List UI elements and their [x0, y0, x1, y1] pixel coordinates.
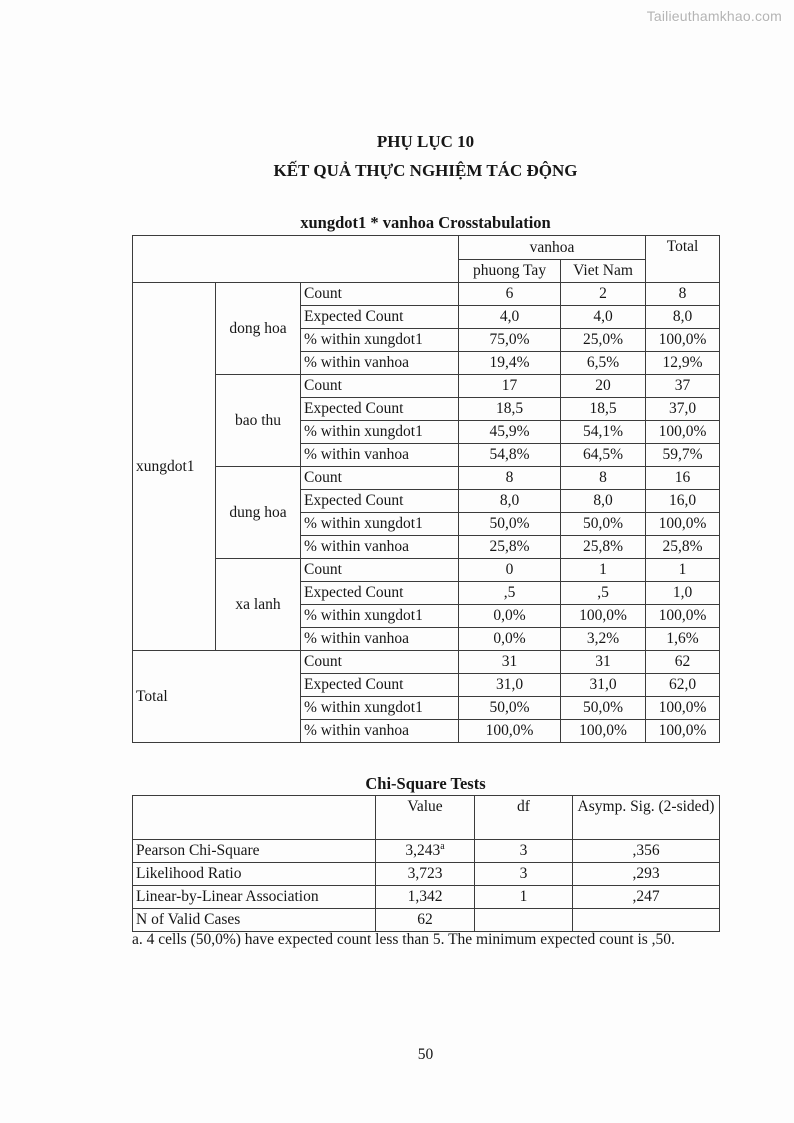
chi-square-table [132, 795, 720, 932]
cell-value: 3,2% [561, 628, 646, 651]
cell-value: 25,0% [561, 329, 646, 352]
crosstab-table-wrap [132, 235, 720, 743]
cell-value: 0 [459, 559, 561, 582]
cell-value: 31 [459, 651, 561, 674]
stat-label: Count [301, 375, 459, 398]
cell-value: 100,0% [646, 513, 720, 536]
total-column-header: Total [646, 236, 720, 283]
cell-value: ,356 [573, 840, 720, 863]
cell-value: 62,0 [646, 674, 720, 697]
cell-value: 16,0 [646, 490, 720, 513]
cell-value: 45,9% [459, 421, 561, 444]
cell-value: 1 [646, 559, 720, 582]
cell-value: ,293 [573, 863, 720, 886]
cell-value: 0,0% [459, 628, 561, 651]
stat-label: % within xungdot1 [301, 513, 459, 536]
col-header-value: Value [376, 796, 475, 840]
cell-value: 19,4% [459, 352, 561, 375]
cell-value: 31,0 [561, 674, 646, 697]
cell-value: 8 [459, 467, 561, 490]
stat-label: % within vanhoa [301, 720, 459, 743]
stat-label: Expected Count [301, 674, 459, 697]
cell-value: 4,0 [459, 306, 561, 329]
table-row [133, 863, 720, 886]
table-row [133, 840, 720, 863]
cell-value: 50,0% [459, 513, 561, 536]
cell-value: 100,0% [646, 720, 720, 743]
category-label: dong hoa [216, 283, 301, 375]
table-row [133, 375, 720, 398]
crosstab-header-row-1 [133, 236, 720, 260]
category-label: bao thu [216, 375, 301, 467]
stat-label: Expected Count [301, 306, 459, 329]
cell-value: 3 [475, 863, 573, 886]
cell-value: 3 [475, 840, 573, 863]
cell-value: 59,7% [646, 444, 720, 467]
stat-label: % within vanhoa [301, 536, 459, 559]
cell-value: 4,0 [561, 306, 646, 329]
stat-label: Count [301, 651, 459, 674]
col-header-df: df [475, 796, 573, 840]
cell-value: 8 [561, 467, 646, 490]
cell-value: 100,0% [646, 329, 720, 352]
cell-value: 25,8% [646, 536, 720, 559]
footnote-marker: a [440, 841, 445, 853]
stat-label: Expected Count [301, 398, 459, 421]
cell-value: 25,8% [561, 536, 646, 559]
chi-square-header-row [133, 796, 720, 840]
cell-value: 50,0% [561, 697, 646, 720]
cell-value: 62 [646, 651, 720, 674]
col-header-viet-nam: Viet Nam [561, 260, 646, 283]
cell-value: 1 [475, 886, 573, 909]
total-row-label: Total [133, 651, 301, 743]
cell-value: 50,0% [459, 697, 561, 720]
cell-value: 75,0% [459, 329, 561, 352]
cell-value: 3,723 [376, 863, 475, 886]
cell-value: ,5 [459, 582, 561, 605]
cell-value: 18,5 [561, 398, 646, 421]
stat-label: Count [301, 467, 459, 490]
cell-value: 1,0 [646, 582, 720, 605]
cell-value: 16 [646, 467, 720, 490]
category-label: dung hoa [216, 467, 301, 559]
table-row [133, 886, 720, 909]
cell-value: 100,0% [646, 421, 720, 444]
table-footnote: a. 4 cells (50,0%) have expected count less than 5. The minimum expected count is ,50. [132, 931, 675, 948]
stat-label: Count [301, 283, 459, 306]
test-label: Linear-by-Linear Association [133, 886, 376, 909]
crosstab-title: xungdot1 * vanhoa Crosstabulation [300, 213, 551, 232]
cell-value: 0,0% [459, 605, 561, 628]
cell-value: 31,0 [459, 674, 561, 697]
cell-value: 8,0 [459, 490, 561, 513]
stat-label: % within vanhoa [301, 444, 459, 467]
cell-value: 62 [376, 909, 475, 932]
cell-value: 64,5% [561, 444, 646, 467]
stat-label: Count [301, 559, 459, 582]
crosstab-table [132, 235, 720, 743]
stat-label: Expected Count [301, 582, 459, 605]
stat-label: % within vanhoa [301, 352, 459, 375]
cell-value: 2 [561, 283, 646, 306]
cell-value: 8 [646, 283, 720, 306]
cell-value: ,247 [573, 886, 720, 909]
cell-value: 37,0 [646, 398, 720, 421]
appendix-title: PHỤ LỤC 10 [376, 132, 475, 151]
cell-value: 6 [459, 283, 561, 306]
cell-value: 100,0% [646, 697, 720, 720]
cell-value: 50,0% [561, 513, 646, 536]
cell-value [376, 840, 475, 863]
cell-value: 100,0% [561, 720, 646, 743]
cell-value: 1,6% [646, 628, 720, 651]
col-header-asymp-sig: Asymp. Sig. (2-sided) [573, 796, 720, 840]
col-group-header: vanhoa [459, 236, 646, 260]
cell-value: 31 [561, 651, 646, 674]
cell-value: 12,9% [646, 352, 720, 375]
chi-square-table-wrap [132, 795, 720, 932]
cell-value: 25,8% [459, 536, 561, 559]
stat-label: % within xungdot1 [301, 697, 459, 720]
value-text: 3,243 [405, 842, 441, 860]
stat-label: Expected Count [301, 490, 459, 513]
page-number: 50 [417, 1046, 434, 1063]
stat-label: % within xungdot1 [301, 329, 459, 352]
watermark: Tailieuthamkhao.com [646, 8, 782, 24]
cell-value: 8,0 [646, 306, 720, 329]
cell-value: 100,0% [646, 605, 720, 628]
cell-value: 54,1% [561, 421, 646, 444]
category-label: xa lanh [216, 559, 301, 651]
test-label: Likelihood Ratio [133, 863, 376, 886]
table-row [133, 651, 720, 674]
cell-value: 1,342 [376, 886, 475, 909]
cell-value: 54,8% [459, 444, 561, 467]
cell-value: 18,5 [459, 398, 561, 421]
stat-label: % within vanhoa [301, 628, 459, 651]
section-title: KẾT QUẢ THỰC NGHIỆM TÁC ĐỘNG [273, 161, 578, 180]
cell-value: 8,0 [561, 490, 646, 513]
test-label: Pearson Chi-Square [133, 840, 376, 863]
cell-value: 100,0% [561, 605, 646, 628]
col-header-phuong-tay: phuong Tay [459, 260, 561, 283]
table-row [133, 283, 720, 306]
table-row [133, 467, 720, 490]
cell-value: 20 [561, 375, 646, 398]
cell-value: 37 [646, 375, 720, 398]
crosstab-corner-cell [133, 236, 459, 283]
cell-value: 1 [561, 559, 646, 582]
cell-value: 17 [459, 375, 561, 398]
chi-square-corner-cell [133, 796, 376, 840]
stat-label: % within xungdot1 [301, 605, 459, 628]
stat-label: % within xungdot1 [301, 421, 459, 444]
cell-value: 100,0% [459, 720, 561, 743]
row-var-label: xungdot1 [133, 283, 216, 651]
chi-square-title: Chi-Square Tests [365, 774, 486, 793]
cell-value: 6,5% [561, 352, 646, 375]
table-row [133, 559, 720, 582]
test-label: N of Valid Cases [133, 909, 376, 932]
cell-value: ,5 [561, 582, 646, 605]
